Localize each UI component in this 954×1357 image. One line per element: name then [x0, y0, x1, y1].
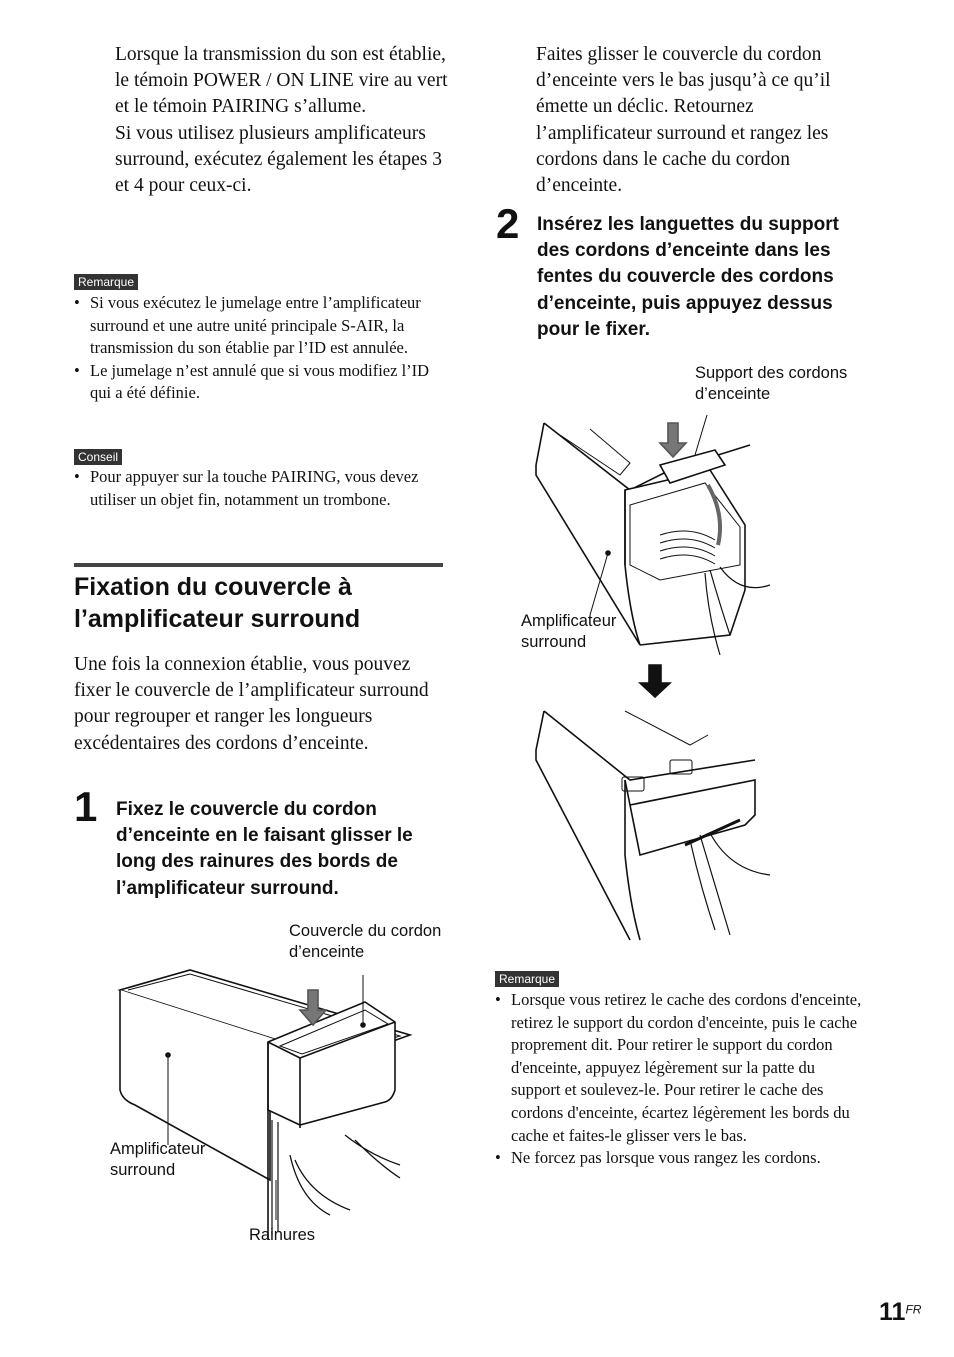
page-number: [879, 1298, 921, 1327]
intro-text: [115, 42, 450, 199]
section-title-line-1: Fixation du couvercle à: [74, 573, 352, 601]
fig2-label-support: Support des cordons d’enceinte: [695, 364, 848, 403]
step-2-text: Insérez les languettes du support des cordons d’enceinte dans les fentes du couvercle des cordons d’enceinte, puis appuyez dessus pour le fixer.: [537, 214, 839, 340]
remarque-list: [74, 292, 444, 405]
fig2-label-amplifier: Amplificateur surround: [521, 612, 617, 651]
figure-cord-support: [530, 415, 790, 945]
list-item: • Ne forcez pas lorsque vous rangez les cordons.: [495, 1147, 865, 1170]
page-number-value: 11: [879, 1298, 906, 1326]
intro-paragraph-1: Lorsque la transmission du son est établie, le témoin POWER / ON LINE vire au vert et le témoin PAIRING s’allume.: [115, 44, 448, 118]
conseil-list: [74, 466, 434, 511]
step-1-number: 1: [74, 783, 98, 830]
remarque-badge: Remarque: [74, 273, 138, 291]
section-intro: Une fois la connexion établie, vous pouvez fixer le couvercle de l’amplificateur surround pour regrouper et ranger les longueurs excédentaires des cordons d’enceinte.: [74, 654, 429, 754]
fig1-label-grooves: Rainures: [249, 1226, 316, 1244]
conseil-badge: Conseil: [74, 448, 122, 466]
list-item: • Lorsque vous retirez le cache des cordons d'enceinte, retirez le support du cordon d'enceinte, puis le cache proprement dit. Pour retirer le support du cordon d'enceinte, appuyez légèrement sur la patte du support et soulevez-le. Pour retirer le cache des cordons d'enceinte, écartez légèrement les bords du cache et faites-le glisser vers le bas.: [495, 989, 865, 1147]
remarque-badge-right: Remarque: [495, 970, 559, 988]
fig1-label-cover: Couvercle du cordon d’enceinte: [289, 922, 442, 961]
figure-cover-attachment: [100, 950, 440, 1250]
list-item: • Le jumelage n’est annulé que si vous modifiez l’ID qui a été définie.: [74, 360, 444, 405]
step-1-text: Fixez le couvercle du cordon d’enceinte en le faisant glisser le long des rainures des bords de l’amplificateur surround.: [116, 799, 413, 899]
remarque-list-right: [495, 989, 865, 1170]
section-title-line-2: l’amplificateur surround: [74, 604, 361, 633]
section-title: [74, 572, 454, 635]
step-2-number: 2: [496, 200, 520, 247]
fig1-label-amplifier: Amplificateur surround: [110, 1140, 206, 1179]
intro-paragraph-2: Si vous utilisez plusieurs amplificateurs surround, exécutez également les étapes 3 et 4 pour ceux-ci.: [115, 122, 443, 197]
list-item: • Pour appuyer sur la touche PAIRING, vous devez utiliser un objet fin, notamment un trombone.: [74, 466, 434, 511]
section-rule: [74, 563, 443, 567]
page-language: FR: [905, 1302, 922, 1317]
list-item: • Si vous exécutez le jumelage entre l’amplificateur surround et une autre unité principale S-AIR, la transmission du son établie par l’ID est annulée.: [74, 292, 444, 360]
continued-paragraph: Faites glisser le couvercle du cordon d’enceinte vers le bas jusqu’à ce qu’il émette un déclic. Retournez l’amplificateur surround et rangez les cordons dans le cache du cordon d’enceinte.: [536, 44, 831, 197]
